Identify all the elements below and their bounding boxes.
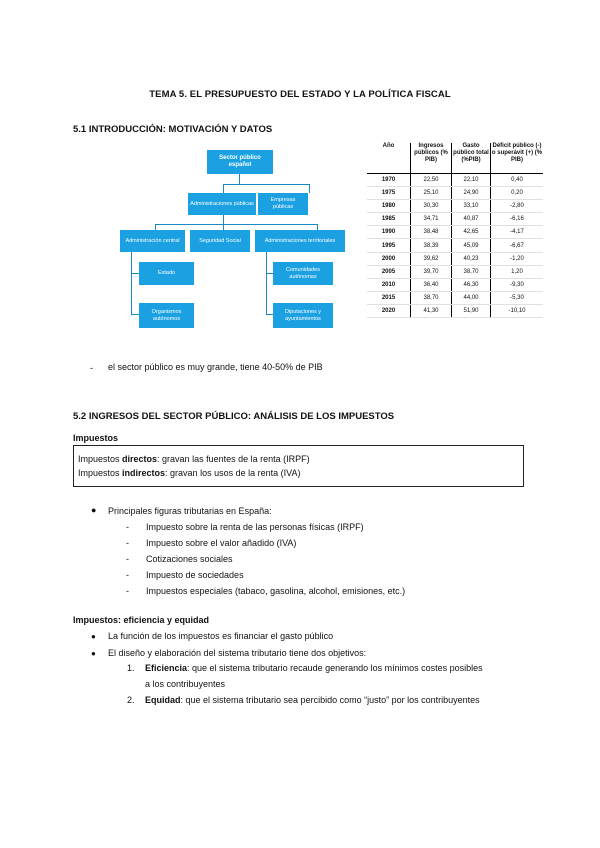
indirect-term: indirectos	[122, 468, 166, 478]
table-row	[367, 200, 543, 213]
table-cell: -10,10	[491, 304, 544, 317]
public-sector-size-note: el sector público es muy grande, tiene 40-50% de PIB	[108, 362, 323, 372]
dot-bullet: ●	[91, 505, 97, 515]
table-cell: 22,10	[452, 174, 491, 187]
table-cell: 1970	[367, 174, 411, 187]
node-administraciones-territoriales: Administraciones territoriales	[255, 230, 345, 252]
tax-function-points	[91, 628, 366, 662]
efficiency-equity-subheading: Impuestos: eficiencia y equidad	[73, 615, 210, 625]
table-cell: -9,30	[491, 278, 544, 291]
section1-heading: 5.1 INTRODUCCIÓN: MOTIVACIÓN Y DATOS	[73, 124, 273, 135]
table-cell: 38,70	[452, 265, 491, 278]
impuestos-subheading: Impuestos	[73, 433, 119, 443]
table-row	[367, 187, 543, 200]
table-cell: 1,20	[491, 265, 544, 278]
table-row	[367, 174, 543, 187]
table-cell: 38,39	[411, 239, 452, 252]
list-item: - Impuesto de sociedades	[126, 570, 244, 580]
table-cell: 51,90	[452, 304, 491, 317]
table-cell: -2,80	[491, 200, 544, 213]
node-diputaciones-ayuntamientos: Diputaciones y ayuntamientos	[273, 303, 333, 328]
list-item: - Cotizaciones sociales	[126, 554, 233, 564]
node-comunidades-autonomas: Comunidades autónomas	[273, 262, 333, 285]
table-cell: 39,62	[411, 252, 452, 265]
list-item-continuation: a los contribuyentes	[145, 679, 226, 689]
tax-types-box	[73, 445, 524, 487]
table-cell: 2010	[367, 278, 411, 291]
objectives-list	[127, 660, 527, 708]
table-cell: 40,23	[452, 252, 491, 265]
table-row	[367, 239, 543, 252]
table-cell: -4,17	[491, 226, 544, 239]
tax-figures-list	[126, 519, 405, 599]
fiscal-data-table-wrapper	[367, 143, 543, 318]
node-estado: Estado	[139, 262, 194, 285]
table-cell: 2005	[367, 265, 411, 278]
table-cell: 44,00	[452, 291, 491, 304]
table-row	[367, 278, 543, 291]
list-item: ● La función de los impuestos es financiar el gasto público	[91, 631, 334, 641]
table-cell: 38,70	[411, 291, 452, 304]
table-cell: 38,48	[411, 226, 452, 239]
table-cell: 2000	[367, 252, 411, 265]
node-sector-publico: Sector público español	[207, 150, 273, 174]
table-row	[367, 213, 543, 226]
indirect-definition: : gravan los usos de la renta (IVA)	[165, 468, 301, 478]
node-administraciones-publicas: Administraciones públicas	[188, 193, 256, 215]
table-cell: -6,16	[491, 213, 544, 226]
node-seguridad-social: Seguridad Social	[190, 230, 250, 252]
table-cell: 1995	[367, 239, 411, 252]
table-cell: -1,20	[491, 252, 544, 265]
table-cell: 34,71	[411, 213, 452, 226]
direct-term: directos	[122, 454, 158, 464]
table-cell: 40,87	[452, 213, 491, 226]
document-title: TEMA 5. EL PRESUPUESTO DEL ESTADO Y LA POLÍTICA FISCAL	[149, 89, 451, 100]
indirect-prefix: Impuestos	[78, 468, 123, 478]
table-cell: 36,40	[411, 278, 452, 291]
list-item: ● El diseño y elaboración del sistema tributario tiene dos objetivos:	[91, 648, 367, 658]
table-row	[367, 252, 543, 265]
indirect-taxes-line	[78, 466, 523, 480]
list-item: 2. Equidad: que el sistema tributario sea percibido como “justo” por los contribuyentes	[127, 695, 480, 705]
table-cell: 24,90	[452, 187, 491, 200]
table-cell: 0,20	[491, 187, 544, 200]
table-cell: 46,30	[452, 278, 491, 291]
table-header-deficit: Déficit público (-) o superávit (+) (% PIB)	[491, 143, 544, 174]
public-sector-diagram	[120, 140, 345, 335]
table-cell: 0,40	[491, 174, 544, 187]
table-cell: 33,10	[452, 200, 491, 213]
table-row	[367, 226, 543, 239]
table-cell: 1975	[367, 187, 411, 200]
direct-prefix: Impuestos	[78, 454, 123, 464]
direct-definition: : gravan las fuentes de la renta (IRPF)	[157, 454, 310, 464]
table-cell: 2020	[367, 304, 411, 317]
table-cell: 25,10	[411, 187, 452, 200]
table-cell: 45,09	[452, 239, 491, 252]
table-cell: 22,50	[411, 174, 452, 187]
table-cell: 1980	[367, 200, 411, 213]
node-organismos-autonomos: Organismos autónomos	[139, 303, 194, 328]
table-row	[367, 291, 543, 304]
table-header-revenue: Ingresos públicos (% PIB)	[411, 143, 452, 174]
table-header-year: Año	[367, 143, 411, 174]
node-empresas-publicas: Empresas públicas	[258, 193, 308, 215]
table-cell: 1985	[367, 213, 411, 226]
list-item: - Impuestos especiales (tabaco, gasolina, alcohol, emisiones, etc.)	[126, 586, 406, 596]
table-row	[367, 265, 543, 278]
table-cell: 41,30	[411, 304, 452, 317]
table-cell: -5,30	[491, 291, 544, 304]
dash-bullet: -	[90, 363, 93, 373]
list-item: - Impuesto sobre el valor añadido (IVA)	[126, 538, 297, 548]
section2-heading: 5.2 INGRESOS DEL SECTOR PÚBLICO: ANÁLISIS DE LOS IMPUESTOS	[73, 411, 395, 422]
table-row	[367, 304, 543, 317]
node-administracion-central: Administración central	[120, 230, 185, 252]
table-header-spending: Gasto público total (%PIB)	[452, 143, 491, 174]
list-item: 1. Eficiencia: que el sistema tributario recaude generando los mínimos costes posibles	[127, 663, 483, 673]
table-cell: 30,30	[411, 200, 452, 213]
table-cell: 2015	[367, 291, 411, 304]
fiscal-data-table	[367, 143, 543, 318]
list-item: - Impuesto sobre la renta de las personas físicas (IRPF)	[126, 522, 364, 532]
table-cell: 39,70	[411, 265, 452, 278]
figures-intro: Principales figuras tributarias en España:	[108, 506, 272, 516]
direct-taxes-line	[78, 452, 523, 466]
table-cell: 42,65	[452, 226, 491, 239]
table-cell: 1990	[367, 226, 411, 239]
table-cell: -6,67	[491, 239, 544, 252]
